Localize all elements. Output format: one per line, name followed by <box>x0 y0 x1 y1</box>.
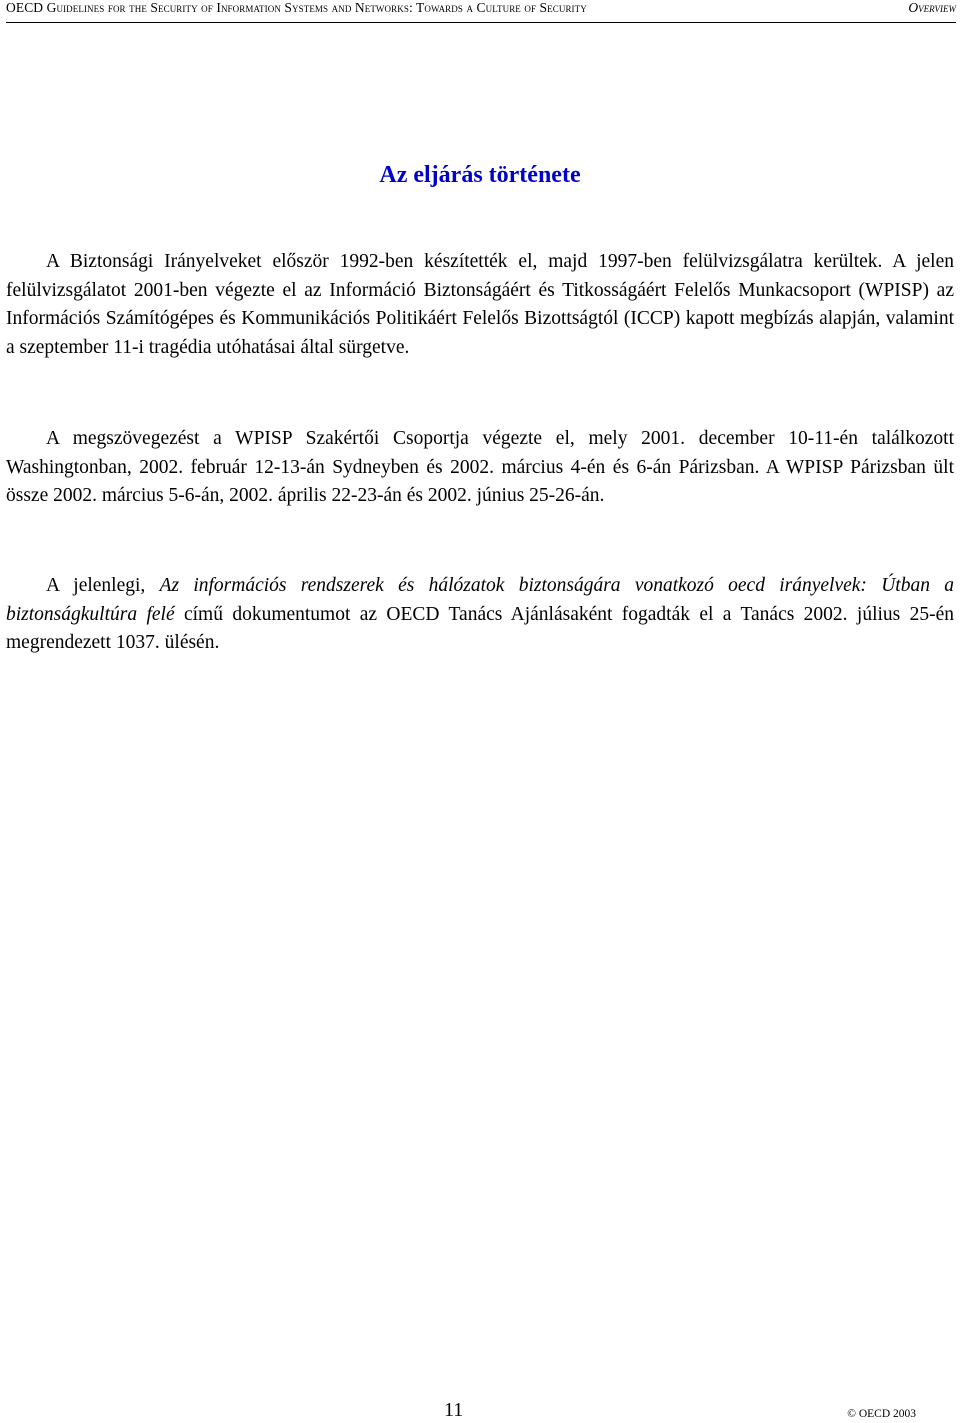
page-number: 11 <box>444 1399 464 1421</box>
guidelines-document-title: Az információs rendszerek és hálózatok biztonságára vonatkozó oecd irányelvek: Útban a biztonságkultúra felé <box>6 575 954 625</box>
section-title: Az eljárás története <box>379 162 581 188</box>
drafting-paragraph: A megszövegezést a WPISP Szakértői Csoportja végezte el, mely 2001. december 10-11-én találkozott Washingtonban, 2002. február 12-13-án Sydneyben és 2002. március 4-én és 6-án Párizsban. A WPISP Párizsban ült össze 2002. március 5-6-án, 2002. április 22-23-án és 2002. június 25-26-án. <box>6 428 954 506</box>
header-document-title: OECD Guidelines for the Security of Information Systems and Networks: Towards a Culture of Security <box>6 0 587 15</box>
history-paragraph: A Biztonsági Irányelveket először 1992-ben készítették el, majd 1997-ben felülvizsgálatra kerültek. A jelen felülvizsgálatot 2001-ben végezte el az Információ Biztonságáért és Titkosságáért Felelős Munkacsoport (WPISP) az Információs Számítógépes és Kommunikációs Politikáért Felelős Bizottságtól (ICCP) kapott megbízás alapján, valamint a szeptember 11-i tragédia utóhatásai által sürgetve. <box>6 251 954 358</box>
copyright-notice: © OECD 2003 <box>847 1408 916 1420</box>
adoption-paragraph-suffix: című dokumentumot az OECD Tanács Ajánlásaként fogadták el a Tanács 2002. július 25-én megrendezett 1037. ülésén. <box>6 603 954 653</box>
adoption-paragraph <box>6 572 954 658</box>
running-header <box>6 0 956 23</box>
adoption-paragraph-prefix: A jelenlegi, <box>46 575 160 596</box>
header-section-label: Overview <box>908 0 956 15</box>
